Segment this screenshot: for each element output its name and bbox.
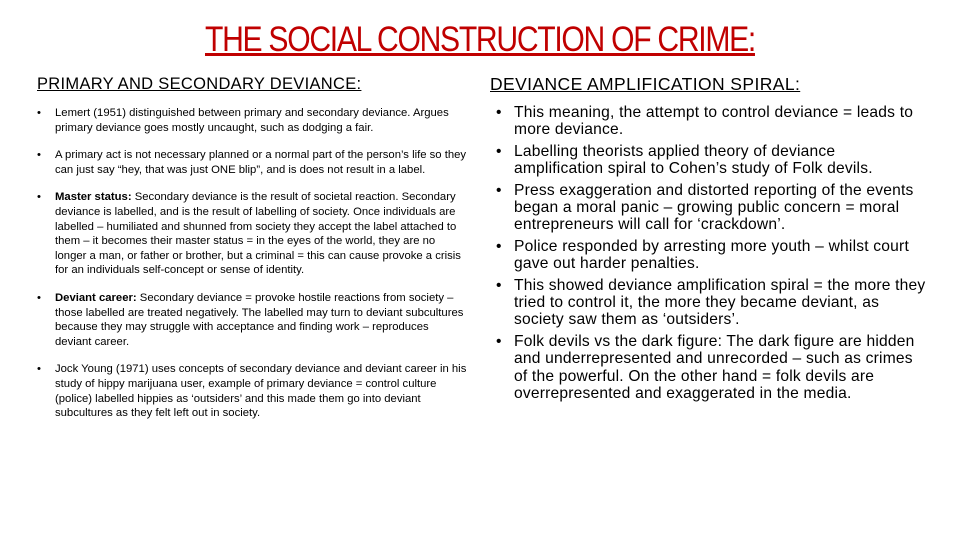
bullet-icon: • [496,142,502,160]
item-text: A primary act is not necessary planned or a normal part of the person’s life so they can just say “hey, that was just ONE blip”, and is does not result in a label. [55,149,467,176]
bullet-icon: • [37,191,41,204]
list-item [37,362,467,420]
item-bold-lead: Master status: [55,191,132,204]
left-section-heading: PRIMARY AND SECONDARY DEVIANCE: [37,75,362,93]
item-bold-lead: Deviant career: [55,291,137,304]
bullet-icon: • [496,332,502,350]
list-item [496,143,926,178]
item-text: Secondary deviance = provoke hostile reactions from society – those labelled are treated negatively. The labelled may turn to deviant subcultures because they may struggle with acceptance and finding work – reproduces deviant career. [55,291,464,348]
item-text: This meaning, the attempt to control deviance = leads to more deviance. [514,104,914,139]
bullet-icon: • [37,107,41,119]
item-text: Labelling theorists applied theory of deviance amplification spiral to Cohen’s study of Folk devils. [514,142,873,178]
page-title: THE SOCIAL CONSTRUCTION OF CRIME: [205,20,755,59]
right-bullet-list [496,104,926,407]
list-item [37,106,467,135]
left-bullet-list [37,106,467,434]
item-text: Secondary deviance is the result of societal reaction. Secondary deviance is labelled, and is the result of labelling of society. Once individuals are labelled – humiliated and shunned from society they accept the label attached to them – it becomes their master status = in the eyes of the world, they are no longer a man, or father or brother, but a criminal = this can cause provoke a crisis for an individuals self-concept or sense of identity. [55,191,461,277]
item-text: Jock Young (1971) uses concepts of secondary deviance and deviant career in his study of hippy marijuana user, example of primary deviance = control culture (police) labelled hippies as ‘outsiders’ and this made them go into deviant subcultures as they felt left out in society. [55,363,467,420]
bullet-icon: • [496,104,502,121]
item-text: Press exaggeration and distorted reporting of the events began a moral panic – growing public concern = moral entrepreneurs will call for ‘crackdown’. [514,181,914,234]
item-text: This showed deviance amplification spiral = the more they tried to control it, the more they became deviant, as society saw them as ‘outsiders’. [514,276,926,329]
list-item [37,291,467,349]
list-item [496,104,926,139]
bullet-icon: • [496,276,502,294]
item-text: Folk devils vs the dark figure: The dark figure are hidden and underrepresented and unrecorded – such as crimes of the powerful. On the other hand = folk devils are overrepresented and exaggerated in the media. [514,332,915,403]
bullet-icon: • [496,181,502,199]
list-item [496,238,926,273]
bullet-icon: • [37,149,41,162]
list-item [496,182,926,234]
item-text: Lemert (1951) distinguished between primary and secondary deviance. Argues primary deviance goes mostly uncaught, such as dodging a fair. [55,107,449,134]
item-text: Police responded by arresting more youth – whilst court gave out harder penalties. [514,237,909,273]
list-item [496,333,926,403]
list-item [37,190,467,278]
right-section-heading: DEVIANCE AMPLIFICATION SPIRAL: [490,74,801,94]
list-item [496,277,926,329]
bullet-icon: • [496,237,502,255]
list-item [37,148,467,177]
bullet-icon: • [37,291,41,304]
bullet-icon: • [37,363,41,376]
